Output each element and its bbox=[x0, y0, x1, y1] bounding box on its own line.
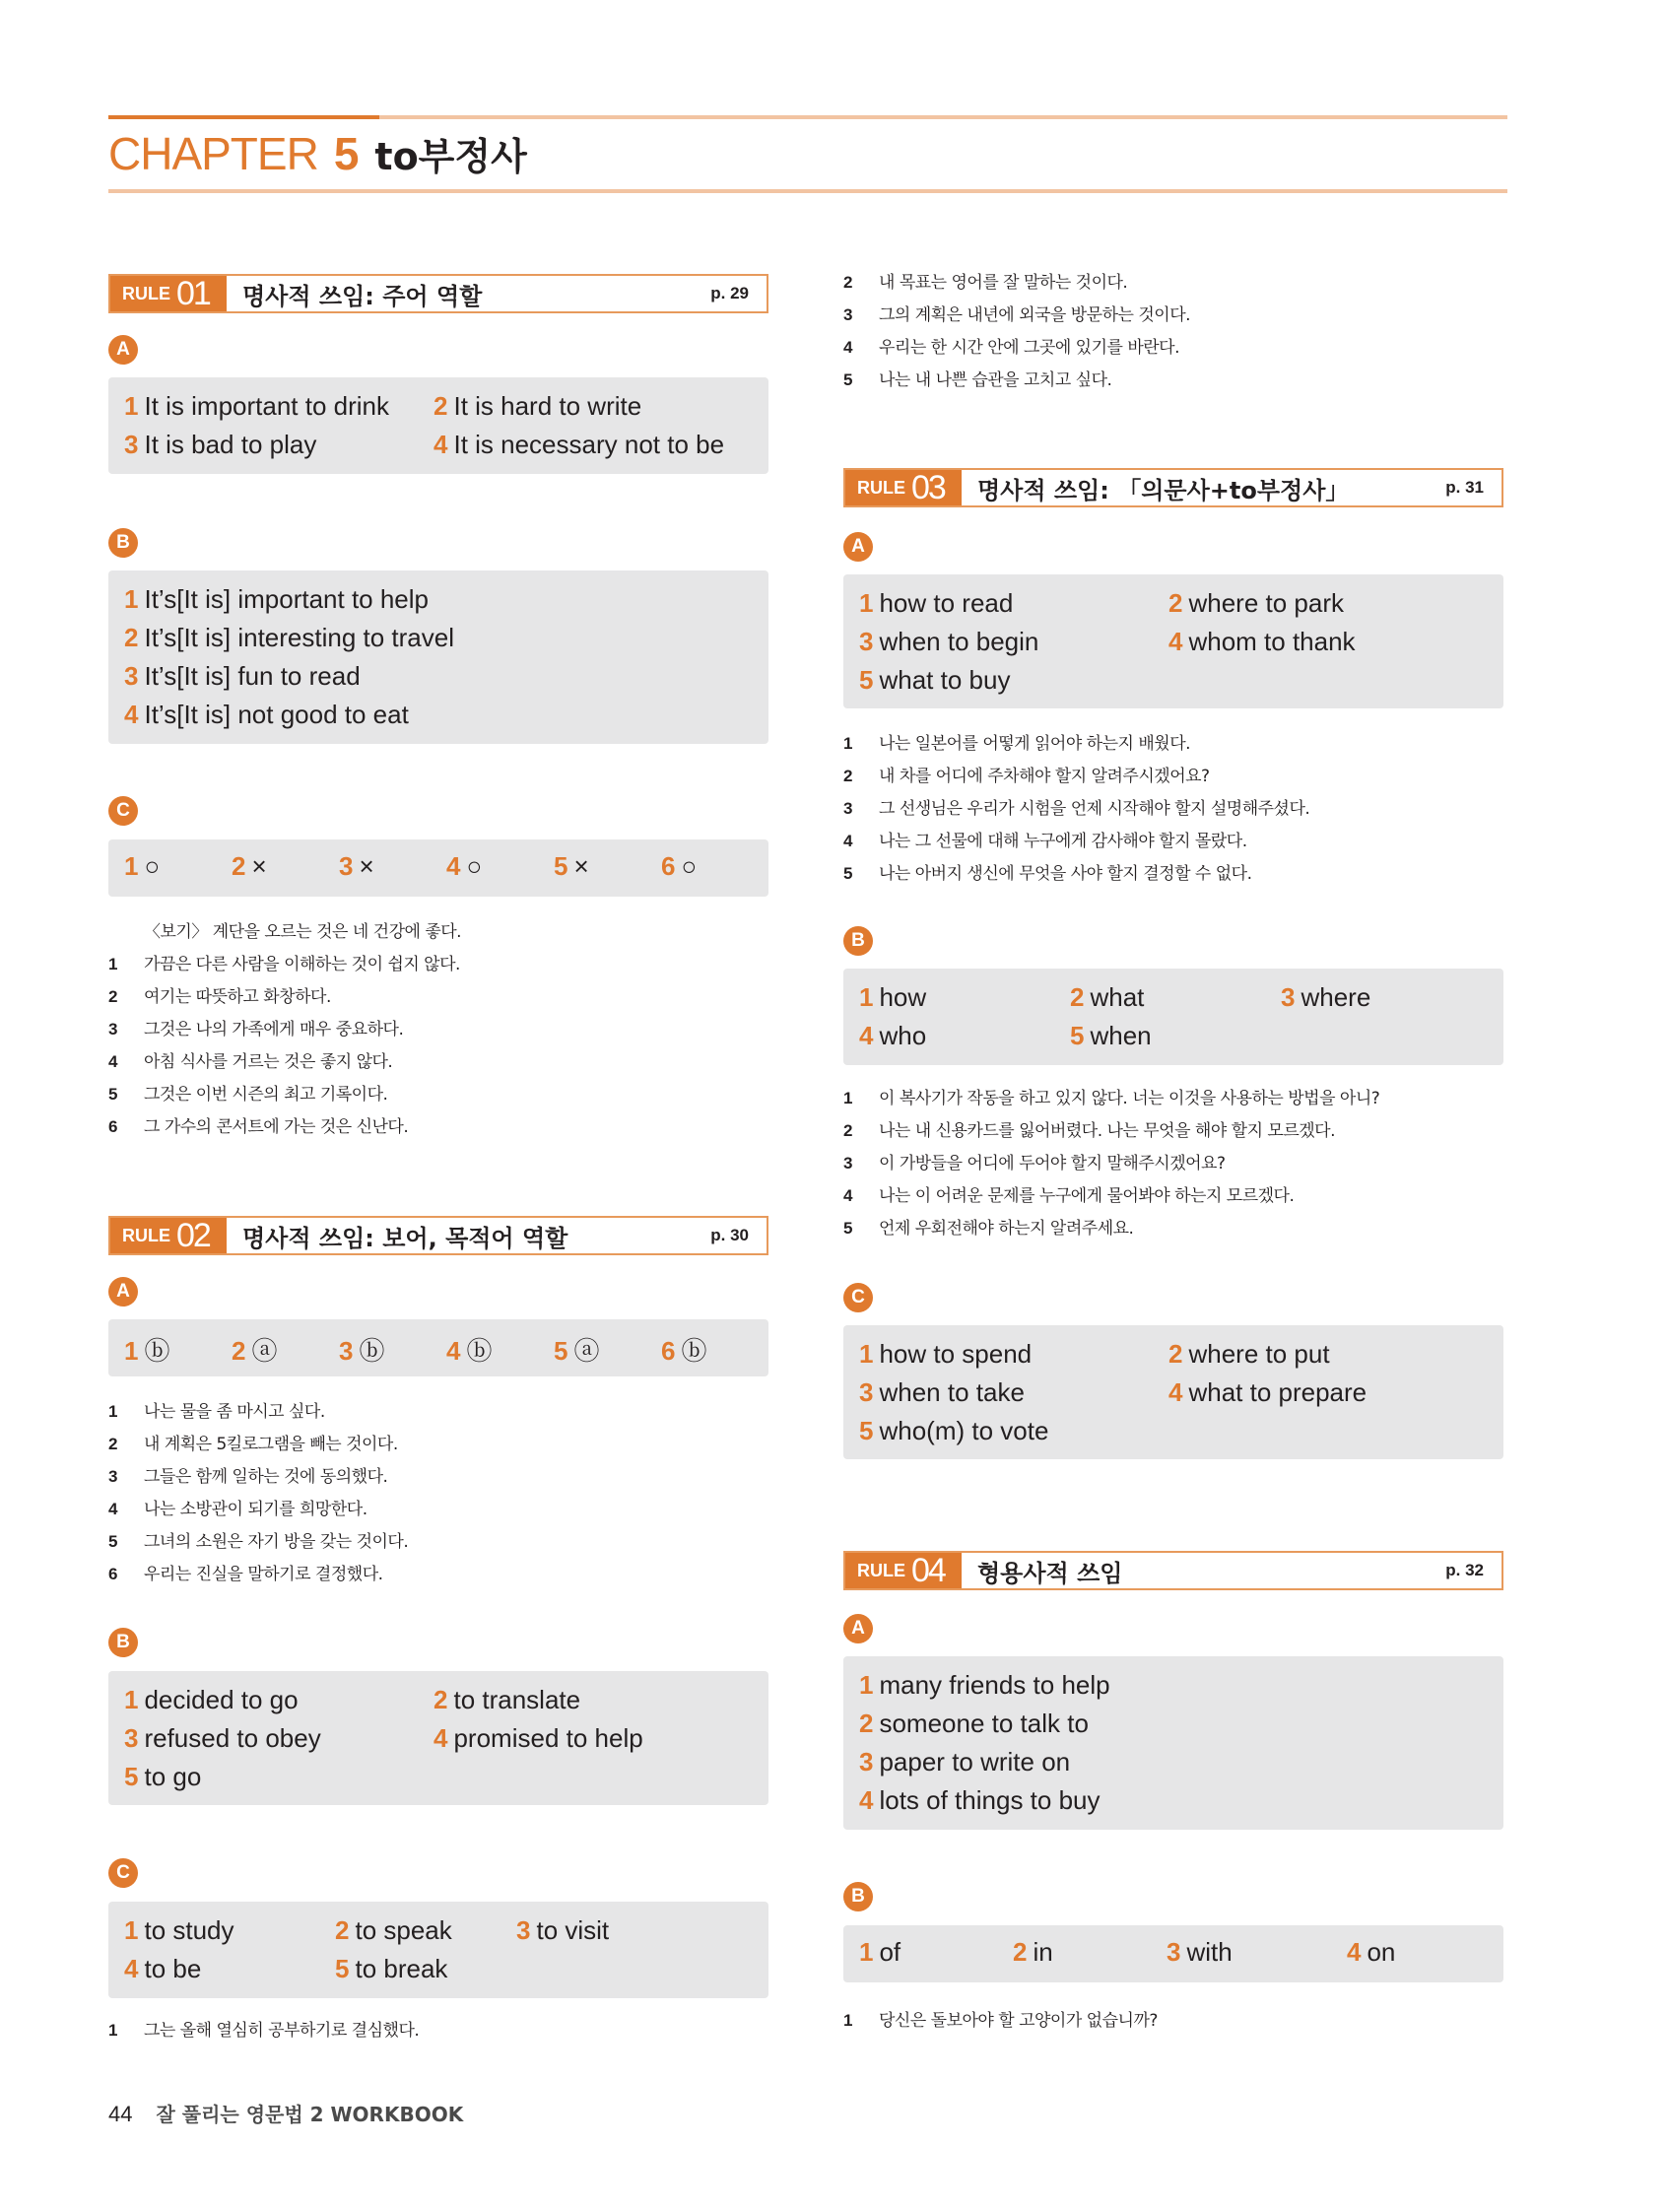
item-text: 언제 우회전해야 하는지 알려주세요. bbox=[879, 1219, 1134, 1239]
item-number: 3 bbox=[1167, 1937, 1181, 1967]
answer-item bbox=[661, 1331, 706, 1368]
item-text: It is important to drink bbox=[144, 391, 390, 421]
answer-item bbox=[859, 588, 1013, 619]
item-text: what to buy bbox=[879, 665, 1011, 695]
translation-line bbox=[843, 366, 1111, 390]
item-text: 그녀의 소원은 자기 방을 갖는 것이다. bbox=[144, 1532, 409, 1552]
item-text: It is necessary not to be bbox=[453, 430, 725, 459]
item-number: 5 bbox=[108, 1085, 117, 1104]
answer-box bbox=[108, 1902, 768, 1998]
translation-line bbox=[843, 301, 1190, 325]
item-text: It’s[It is] interesting to travel bbox=[144, 623, 455, 652]
answer-item bbox=[124, 623, 454, 653]
answer-item bbox=[434, 391, 641, 422]
answer-item bbox=[1168, 588, 1344, 619]
item-number: 3 bbox=[843, 305, 852, 324]
item-text: decided to go bbox=[144, 1685, 299, 1714]
item-text: It is bad to play bbox=[144, 430, 317, 459]
answer-item bbox=[859, 1416, 1048, 1446]
item-text: ⓐ bbox=[251, 1336, 278, 1366]
rule-number: 02 bbox=[176, 1216, 210, 1254]
item-text: promised to help bbox=[453, 1723, 643, 1753]
item-text: 우리는 진실을 말하기로 결정했다. bbox=[144, 1565, 383, 1584]
item-text: when bbox=[1090, 1021, 1152, 1050]
item-number: 4 bbox=[843, 338, 852, 357]
item-text: on bbox=[1367, 1937, 1396, 1967]
answer-item bbox=[232, 851, 267, 882]
rule-page-ref: p. 30 bbox=[710, 1226, 749, 1244]
item-text: where bbox=[1301, 982, 1371, 1012]
translation-line bbox=[843, 268, 1127, 293]
item-number: 5 bbox=[554, 1336, 568, 1366]
translation-line bbox=[843, 729, 1190, 754]
item-number: 4 bbox=[108, 1052, 117, 1071]
answer-box bbox=[843, 574, 1503, 708]
section-badge-a: A bbox=[843, 1614, 873, 1643]
item-number: 3 bbox=[859, 1747, 874, 1776]
translation-line bbox=[843, 333, 1179, 358]
answer-item bbox=[859, 1377, 1025, 1408]
answer-item bbox=[124, 1954, 201, 1984]
item-text: to be bbox=[144, 1954, 202, 1983]
answer-item bbox=[124, 661, 361, 692]
answer-item bbox=[1168, 627, 1356, 657]
item-number: 2 bbox=[232, 851, 246, 881]
answer-item bbox=[124, 1331, 169, 1368]
item-text: 나는 이 어려운 문제를 누구에게 물어봐야 하는지 모르겠다. bbox=[879, 1186, 1295, 1206]
answer-item bbox=[335, 1954, 447, 1984]
item-number: 1 bbox=[124, 391, 139, 421]
translation-line bbox=[843, 794, 1309, 819]
item-number: 1 bbox=[124, 1685, 139, 1714]
item-text: 내 목표는 영어를 잘 말하는 것이다. bbox=[879, 273, 1128, 293]
item-number: 4 bbox=[859, 1785, 874, 1815]
rule-04-header bbox=[843, 1551, 1503, 1590]
item-number: 4 bbox=[108, 1500, 117, 1518]
item-number: 5 bbox=[1070, 1021, 1085, 1050]
rule-tag bbox=[845, 470, 962, 505]
item-text: who bbox=[879, 1021, 927, 1050]
item-text: 나는 내 나쁜 습관을 고치고 싶다. bbox=[879, 370, 1112, 390]
rule-page-ref: p. 29 bbox=[710, 284, 749, 302]
answer-item bbox=[1070, 982, 1144, 1013]
item-number: 1 bbox=[859, 1937, 874, 1967]
answer-item bbox=[335, 1915, 452, 1946]
answer-item bbox=[859, 1937, 901, 1968]
item-number: 5 bbox=[335, 1954, 350, 1983]
answer-item bbox=[859, 1021, 926, 1051]
item-number: 4 bbox=[124, 700, 139, 729]
item-text: how to spend bbox=[879, 1339, 1033, 1369]
rule-label: RULE bbox=[122, 283, 170, 303]
item-text: how bbox=[879, 982, 927, 1012]
rule-tag bbox=[110, 1218, 227, 1253]
answer-box bbox=[843, 1656, 1503, 1830]
answer-item bbox=[859, 1670, 1110, 1701]
item-text: × bbox=[573, 851, 589, 881]
item-text: ○ bbox=[681, 851, 698, 881]
item-number: 2 bbox=[108, 987, 117, 1006]
item-number: 3 bbox=[339, 851, 354, 881]
item-text: 나는 일본어를 어떻게 읽어야 하는지 배웠다. bbox=[879, 734, 1191, 754]
answer-item bbox=[859, 627, 1038, 657]
rule-01-header bbox=[108, 274, 768, 313]
answer-item bbox=[124, 1685, 299, 1715]
item-number: 5 bbox=[843, 864, 852, 883]
item-text: 그 가수의 콘서트에 가는 것은 신난다. bbox=[144, 1117, 409, 1137]
rule-title: 명사적 쓰임: 「의문사+to부정사」 bbox=[977, 476, 1350, 504]
rule-title: 형용사적 쓰임 bbox=[977, 1559, 1123, 1587]
item-number: 3 bbox=[859, 627, 874, 656]
item-text: whom to thank bbox=[1188, 627, 1356, 656]
item-text: It’s[It is] fun to read bbox=[144, 661, 361, 691]
item-text: It is hard to write bbox=[453, 391, 642, 421]
translation-line bbox=[108, 1495, 367, 1519]
section-badge-c: C bbox=[108, 1858, 138, 1888]
item-number: 2 bbox=[843, 1121, 852, 1140]
item-text: who(m) to vote bbox=[879, 1416, 1049, 1445]
item-number: 1 bbox=[843, 734, 852, 753]
item-number: 5 bbox=[554, 851, 568, 881]
translation-line bbox=[108, 2016, 419, 2041]
item-text: 내 계획은 5킬로그램을 빼는 것이다. bbox=[144, 1435, 398, 1454]
item-text: It’s[It is] not good to eat bbox=[144, 700, 409, 729]
answer-item bbox=[1070, 1021, 1152, 1051]
page-footer bbox=[108, 2099, 463, 2127]
translation-line bbox=[843, 827, 1247, 851]
item-text: 나는 소방관이 되기를 희망한다. bbox=[144, 1500, 367, 1519]
rule-number: 01 bbox=[176, 274, 210, 312]
answer-item bbox=[446, 851, 482, 882]
item-number: 3 bbox=[108, 1020, 117, 1039]
answer-box bbox=[843, 1325, 1503, 1459]
item-text: 아침 식사를 거르는 것은 좋지 않다. bbox=[144, 1052, 393, 1072]
item-number: 4 bbox=[843, 832, 852, 850]
item-number: 4 bbox=[1347, 1937, 1362, 1967]
item-text: paper to write on bbox=[879, 1747, 1071, 1776]
item-text: ⓑ bbox=[681, 1336, 707, 1366]
book-title: 잘 풀리는 영문법 2 WORKBOOK bbox=[156, 2103, 464, 2126]
translation-line bbox=[843, 1181, 1294, 1206]
chapter-title bbox=[108, 126, 527, 185]
answer-item bbox=[516, 1915, 609, 1946]
item-text: many friends to help bbox=[879, 1670, 1110, 1700]
item-number: 3 bbox=[124, 430, 139, 459]
item-number: 2 bbox=[843, 273, 852, 292]
item-text: what to prepare bbox=[1188, 1377, 1368, 1407]
item-number: 4 bbox=[446, 1336, 461, 1366]
item-text: someone to talk to bbox=[879, 1709, 1089, 1738]
translation-line bbox=[108, 1112, 408, 1137]
rule-tag bbox=[845, 1553, 962, 1588]
item-text: 나는 그 선물에 대해 누구에게 감사해야 할지 몰랐다. bbox=[879, 832, 1247, 851]
item-text: 그것은 나의 가족에게 매우 중요하다. bbox=[144, 1020, 404, 1039]
answer-item bbox=[1168, 1339, 1330, 1370]
rule-number: 04 bbox=[911, 1551, 945, 1589]
answer-item bbox=[859, 1339, 1032, 1370]
answer-item bbox=[232, 1331, 277, 1368]
item-number: 4 bbox=[859, 1021, 874, 1050]
item-text: 당신은 돌보아야 할 고양이가 없습니까? bbox=[879, 2011, 1158, 2031]
item-text: to study bbox=[144, 1915, 234, 1945]
item-number: 2 bbox=[1013, 1937, 1028, 1967]
answer-item bbox=[124, 700, 409, 730]
translation-line bbox=[843, 2006, 1158, 2031]
translation-line bbox=[108, 1080, 387, 1105]
item-number: 3 bbox=[124, 661, 139, 691]
chapter-topic: to부정사 bbox=[374, 135, 527, 178]
item-text: 우리는 한 시간 안에 그곳에 있기를 바란다. bbox=[879, 338, 1180, 358]
item-number: 2 bbox=[1168, 588, 1183, 618]
item-number: 5 bbox=[124, 1762, 139, 1791]
item-number: 2 bbox=[232, 1336, 246, 1366]
answer-box bbox=[843, 1925, 1503, 1982]
section-badge-a: A bbox=[843, 532, 873, 562]
rule-label: RULE bbox=[857, 477, 905, 498]
item-number: 5 bbox=[859, 1416, 874, 1445]
item-text: with bbox=[1186, 1937, 1233, 1967]
item-number: 5 bbox=[859, 665, 874, 695]
item-text: It’s[It is] important to help bbox=[144, 584, 430, 614]
item-text: when to begin bbox=[879, 627, 1039, 656]
answer-item bbox=[1281, 982, 1370, 1013]
item-text: 여기는 따뜻하고 화창하다. bbox=[144, 987, 331, 1007]
rule-label: RULE bbox=[122, 1225, 170, 1245]
item-number: 6 bbox=[661, 1336, 676, 1366]
item-text: 그것은 이번 시즌의 최고 기록이다. bbox=[144, 1085, 388, 1105]
item-text: to translate bbox=[453, 1685, 581, 1714]
item-text: × bbox=[359, 851, 374, 881]
header-bottom-line bbox=[108, 189, 1507, 193]
answer-item bbox=[124, 1915, 234, 1946]
item-text: 이 복사기가 작동을 하고 있지 않다. 너는 이것을 사용하는 방법을 아니? bbox=[879, 1089, 1380, 1108]
rule-03-header bbox=[843, 468, 1503, 507]
item-number: 2 bbox=[1070, 982, 1085, 1012]
item-number: 1 bbox=[843, 1089, 852, 1107]
item-number: 1 bbox=[124, 1915, 139, 1945]
answer-item bbox=[446, 1331, 492, 1368]
item-number: 2 bbox=[859, 1709, 874, 1738]
answer-item bbox=[859, 665, 1010, 696]
rule-02-header bbox=[108, 1216, 768, 1255]
item-number: 5 bbox=[108, 1532, 117, 1551]
item-text: ⓑ bbox=[144, 1336, 170, 1366]
item-text: of bbox=[879, 1937, 901, 1967]
item-number: 4 bbox=[434, 430, 448, 459]
item-number: 4 bbox=[1168, 1377, 1183, 1407]
answer-item bbox=[661, 851, 697, 882]
item-text: in bbox=[1033, 1937, 1053, 1967]
answer-box bbox=[108, 1319, 768, 1376]
answer-box bbox=[108, 1671, 768, 1805]
translation-line bbox=[108, 1397, 325, 1422]
item-text: 그 선생님은 우리가 시험을 언제 시작해야 할지 설명해주셨다. bbox=[879, 799, 1310, 819]
answer-item bbox=[124, 1762, 201, 1792]
page-number: 44 bbox=[108, 2102, 133, 2126]
answer-item bbox=[859, 1785, 1101, 1816]
item-number: 2 bbox=[843, 767, 852, 785]
item-number: 2 bbox=[1168, 1339, 1183, 1369]
answer-item bbox=[124, 391, 389, 422]
translation-line bbox=[843, 762, 1210, 786]
item-number: 3 bbox=[843, 1154, 852, 1173]
item-text: lots of things to buy bbox=[879, 1785, 1101, 1815]
answer-item bbox=[434, 1685, 580, 1715]
answer-item bbox=[124, 851, 160, 882]
item-text: ○ bbox=[466, 851, 483, 881]
item-text: when to take bbox=[879, 1377, 1025, 1407]
item-text: to break bbox=[355, 1954, 448, 1983]
rule-tag bbox=[110, 276, 227, 311]
answer-item bbox=[434, 430, 724, 460]
answer-item bbox=[859, 982, 926, 1013]
answer-item bbox=[1013, 1937, 1053, 1968]
answer-box bbox=[108, 377, 768, 474]
item-number: 4 bbox=[1168, 627, 1183, 656]
translation-line bbox=[843, 1084, 1379, 1108]
item-number: 3 bbox=[859, 1377, 874, 1407]
answer-item bbox=[554, 851, 589, 882]
item-text: to speak bbox=[355, 1915, 452, 1945]
item-number: 5 bbox=[843, 1219, 852, 1238]
item-number: 6 bbox=[108, 1117, 117, 1136]
rule-number: 03 bbox=[911, 468, 945, 506]
item-number: 1 bbox=[859, 1670, 874, 1700]
item-number: 1 bbox=[859, 982, 874, 1012]
answer-item bbox=[859, 1709, 1089, 1739]
answer-item bbox=[339, 1331, 384, 1368]
item-number: 1 bbox=[124, 584, 139, 614]
item-text: ○ bbox=[144, 851, 161, 881]
item-text: refused to obey bbox=[144, 1723, 321, 1753]
item-number: 1 bbox=[108, 2021, 117, 2040]
item-number: 2 bbox=[434, 391, 448, 421]
translation-line bbox=[843, 1116, 1335, 1141]
item-text: 나는 물을 좀 마시고 싶다. bbox=[144, 1402, 325, 1422]
item-number: 2 bbox=[108, 1435, 117, 1453]
item-number: 1 bbox=[859, 1339, 874, 1369]
item-number: 2 bbox=[335, 1915, 350, 1945]
answer-item bbox=[434, 1723, 643, 1754]
section-badge-b: B bbox=[108, 528, 138, 558]
chapter-word: CHAPTER bbox=[108, 128, 318, 179]
item-number: 1 bbox=[108, 955, 117, 973]
section-badge-b: B bbox=[843, 926, 873, 956]
item-text: 그의 계획은 내년에 외국을 방문하는 것이다. bbox=[879, 305, 1191, 325]
item-number: 4 bbox=[124, 1954, 139, 1983]
answer-box bbox=[843, 969, 1503, 1065]
item-number: 3 bbox=[843, 799, 852, 818]
translation-line bbox=[108, 1462, 387, 1487]
answer-box bbox=[108, 570, 768, 744]
translation-line bbox=[843, 1149, 1225, 1173]
item-text: what bbox=[1090, 982, 1145, 1012]
item-text: ⓐ bbox=[573, 1336, 600, 1366]
item-text: 그들은 함께 일하는 것에 동의했다. bbox=[144, 1467, 388, 1487]
answer-item bbox=[1168, 1377, 1367, 1408]
answer-item bbox=[1167, 1937, 1233, 1968]
item-text: ⓑ bbox=[359, 1336, 385, 1366]
answer-box bbox=[108, 839, 768, 897]
rule-page-ref: p. 32 bbox=[1445, 1561, 1484, 1579]
example-sentence: 〈보기〉 계단을 오르는 것은 네 건강에 좋다. bbox=[144, 922, 462, 942]
translation-line bbox=[108, 1430, 398, 1454]
item-number: 1 bbox=[859, 588, 874, 618]
answer-item bbox=[124, 1723, 321, 1754]
item-number: 5 bbox=[843, 370, 852, 389]
item-number: 3 bbox=[1281, 982, 1296, 1012]
item-text: 나는 아버지 생신에 무엇을 사야 할지 결정할 수 없다. bbox=[879, 864, 1252, 884]
translation-line bbox=[108, 1047, 392, 1072]
rule-page-ref: p. 31 bbox=[1445, 478, 1484, 497]
translation-line bbox=[843, 859, 1252, 884]
section-badge-c: C bbox=[843, 1283, 873, 1312]
translation-line bbox=[108, 1560, 383, 1584]
item-number: 3 bbox=[516, 1915, 531, 1945]
answer-item bbox=[554, 1331, 599, 1368]
translation-line bbox=[108, 1015, 403, 1039]
section-badge-b: B bbox=[108, 1628, 138, 1657]
chapter-number: 5 bbox=[333, 128, 360, 179]
item-text: 그는 올해 열심히 공부하기로 결심했다. bbox=[144, 2021, 420, 2041]
item-text: where to park bbox=[1188, 588, 1344, 618]
answer-item bbox=[339, 851, 374, 882]
section-badge-a: A bbox=[108, 335, 138, 365]
answer-item bbox=[1347, 1937, 1395, 1968]
item-number: 1 bbox=[843, 2011, 852, 2030]
item-number: 3 bbox=[108, 1467, 117, 1486]
item-number: 1 bbox=[124, 851, 139, 881]
item-text: where to put bbox=[1188, 1339, 1330, 1369]
answer-item bbox=[124, 584, 429, 615]
answer-item bbox=[124, 430, 316, 460]
item-text: how to read bbox=[879, 588, 1014, 618]
translation-line bbox=[108, 982, 331, 1007]
header-accent-line bbox=[108, 115, 379, 119]
rule-label: RULE bbox=[857, 1560, 905, 1580]
item-number: 6 bbox=[661, 851, 676, 881]
item-text: 내 차를 어디에 주차해야 할지 알려주시겠어요? bbox=[879, 767, 1210, 786]
item-text: × bbox=[251, 851, 267, 881]
rule-title: 명사적 쓰임: 주어 역할 bbox=[242, 282, 483, 310]
item-text: 이 가방들을 어디에 두어야 할지 말해주시겠어요? bbox=[879, 1154, 1226, 1173]
item-text: to go bbox=[144, 1762, 202, 1791]
item-text: ⓑ bbox=[466, 1336, 493, 1366]
translation-line bbox=[108, 950, 460, 974]
item-number: 4 bbox=[446, 851, 461, 881]
rule-title: 명사적 쓰임: 보어, 목적어 역할 bbox=[242, 1224, 568, 1252]
item-text: 나는 내 신용카드를 잃어버렸다. 나는 무엇을 해야 할지 모르겠다. bbox=[879, 1121, 1336, 1141]
item-number: 2 bbox=[124, 623, 139, 652]
item-number: 1 bbox=[124, 1336, 139, 1366]
item-number: 3 bbox=[339, 1336, 354, 1366]
section-badge-b: B bbox=[843, 1882, 873, 1911]
item-text: to visit bbox=[536, 1915, 610, 1945]
item-number: 4 bbox=[434, 1723, 448, 1753]
answer-item bbox=[859, 1747, 1070, 1777]
translation-line bbox=[108, 1527, 408, 1552]
item-text: 가끔은 다른 사람을 이해하는 것이 쉽지 않다. bbox=[144, 955, 460, 974]
item-number: 1 bbox=[108, 1402, 117, 1421]
item-number: 2 bbox=[434, 1685, 448, 1714]
item-number: 4 bbox=[843, 1186, 852, 1205]
translation-line bbox=[843, 1214, 1133, 1239]
section-badge-a: A bbox=[108, 1277, 138, 1307]
section-badge-c: C bbox=[108, 796, 138, 826]
item-number: 3 bbox=[124, 1723, 139, 1753]
item-number: 6 bbox=[108, 1565, 117, 1583]
